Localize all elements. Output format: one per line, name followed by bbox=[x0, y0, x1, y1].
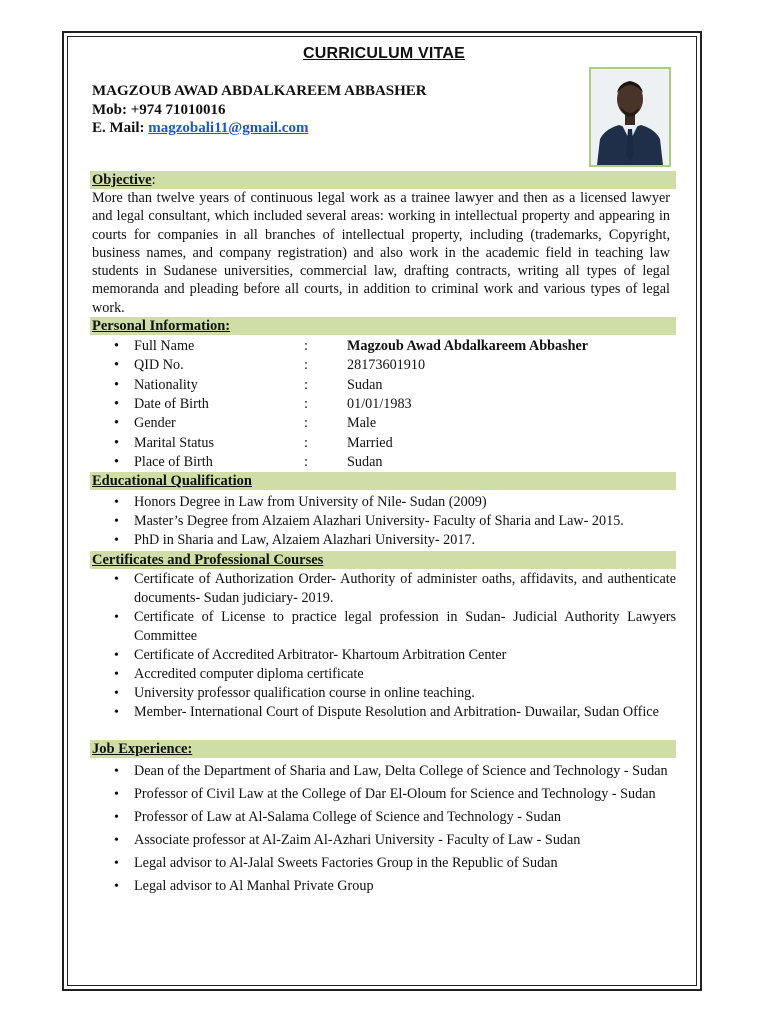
education-heading: Educational Qualification bbox=[92, 473, 252, 489]
personal-info-value: Magzoub Awad Abdalkareem Abbasher bbox=[347, 338, 589, 354]
personal-info-row bbox=[92, 337, 676, 356]
job-experience-heading: Job Experience: bbox=[92, 741, 193, 757]
personal-info-row bbox=[92, 414, 676, 433]
list-item: • PhD in Sharia and Law, Alzaiem Alazhari University- 2017. bbox=[92, 531, 676, 550]
education-list bbox=[92, 493, 676, 550]
bullet-icon: • bbox=[114, 338, 119, 354]
objective-text: More than twelve years of continuous legal work as a trainee lawyer and then as a licensed lawyer and legal consultant, which included several areas: working in intellectual property and appearing in courts for companies in all branches of intellectual property, including (trademarks, Copyright, business names, and company registration) and also work in the academic field in teaching law students in Sudanese universities, commercial law, drafting contracts, writing all types of legal memoranda and pleading before all courts, in addition to criminal work and various types of legal work. bbox=[92, 190, 670, 316]
personal-info-colon: : bbox=[304, 434, 308, 451]
personal-info-colon: : bbox=[304, 415, 308, 432]
objective-heading: Objective bbox=[92, 172, 152, 188]
personal-info-colon: : bbox=[304, 395, 308, 412]
personal-info-value: Sudan bbox=[347, 453, 383, 470]
personal-info-key: Full Name bbox=[134, 338, 195, 354]
personal-info-key: Gender bbox=[134, 415, 176, 432]
personal-info-value: Sudan bbox=[347, 376, 383, 393]
list-item: • Professor of Law at Al-Salama College of Science and Technology - Sudan bbox=[92, 808, 676, 827]
mobile-label: Mob: bbox=[92, 101, 127, 118]
portrait-image bbox=[591, 69, 669, 165]
personal-info-key: Date of Birth bbox=[134, 395, 209, 412]
list-item: • Certificate of Accredited Arbitrator- Khartoum Arbitration Center bbox=[92, 646, 676, 665]
email-link[interactable]: magzobali11@gmail.com bbox=[148, 120, 309, 136]
list-item: • Professor of Civil Law at the College of Dar El-Oloum for Science and Technology - Sudan bbox=[92, 785, 676, 804]
personal-info-key: Marital Status bbox=[134, 434, 214, 451]
personal-info-colon: : bbox=[304, 357, 308, 374]
personal-info-value: Male bbox=[347, 415, 377, 432]
applicant-name: MAGZOUB AWAD ABDALKAREEM ABBASHER bbox=[92, 83, 427, 99]
personal-info-value: 01/01/1983 bbox=[347, 395, 412, 412]
email-label: E. Mail: bbox=[92, 120, 145, 136]
personal-info-heading: Personal Information: bbox=[92, 318, 231, 334]
list-item: • Certificate of License to practice legal profession in Sudan- Judicial Authority Lawyers Committee bbox=[92, 608, 676, 646]
list-item: • University professor qualification course in online teaching. bbox=[92, 684, 676, 703]
personal-info-row bbox=[92, 395, 676, 414]
mobile-line bbox=[92, 101, 427, 120]
certificates-heading: Certificates and Professional Courses bbox=[92, 552, 324, 568]
contact-block bbox=[92, 82, 427, 138]
personal-info-key: Place of Birth bbox=[134, 453, 213, 470]
personal-info-row bbox=[92, 453, 676, 472]
personal-info-colon: : bbox=[304, 453, 308, 470]
certificates-list bbox=[92, 570, 676, 722]
list-item: • Associate professor at Al-Zaim Al-Azhari University - Faculty of Law - Sudan bbox=[92, 831, 676, 850]
personal-info-colon: : bbox=[304, 376, 308, 393]
list-item: • Member- International Court of Dispute Resolution and Arbitration- Duwailar, Sudan Office bbox=[92, 703, 676, 722]
objective-header bbox=[90, 171, 676, 189]
bullet-icon: • bbox=[114, 453, 119, 470]
personal-info-value: Married bbox=[347, 434, 393, 451]
mobile-value: +974 71010016 bbox=[130, 101, 226, 118]
bullet-icon: • bbox=[114, 415, 119, 432]
bullet-icon: • bbox=[114, 376, 119, 393]
personal-info-colon: : bbox=[304, 338, 308, 354]
list-item: • Certificate of Authorization Order- Authority of administer oaths, affidavits, and authenticate documents- Sudan judiciary- 2019. bbox=[92, 570, 676, 608]
certificates-header bbox=[90, 551, 676, 569]
email-line bbox=[92, 119, 427, 138]
personal-info-row bbox=[92, 356, 676, 375]
personal-info-row bbox=[92, 376, 676, 395]
list-item: • Honors Degree in Law from University of Nile- Sudan (2009) bbox=[92, 493, 676, 512]
bullet-icon: • bbox=[114, 395, 119, 412]
bullet-icon: • bbox=[114, 434, 119, 451]
education-header bbox=[90, 472, 676, 490]
personal-info-row bbox=[92, 434, 676, 453]
objective-colon: : bbox=[151, 172, 156, 188]
bullet-icon: • bbox=[114, 357, 119, 374]
profile-photo bbox=[589, 67, 671, 167]
job-experience-header bbox=[90, 740, 676, 758]
list-item: • Dean of the Department of Sharia and Law, Delta College of Science and Technology - Sudan bbox=[92, 762, 676, 781]
document-title: CURRICULUM VITAE bbox=[302, 45, 465, 62]
list-item: • Accredited computer diploma certificate bbox=[92, 665, 676, 684]
personal-info-value: 28173601910 bbox=[347, 357, 426, 374]
personal-info-header bbox=[90, 317, 676, 335]
personal-info-key: QID No. bbox=[134, 357, 184, 374]
list-item: • Legal advisor to Al-Jalal Sweets Factories Group in the Republic of Sudan bbox=[92, 854, 676, 873]
list-item: • Master’s Degree from Alzaiem Alazhari University- Faculty of Sharia and Law- 2015. bbox=[92, 512, 676, 531]
list-item: • Legal advisor to Al Manhal Private Group bbox=[92, 877, 676, 896]
personal-info-key: Nationality bbox=[134, 376, 198, 393]
job-experience-list bbox=[92, 762, 676, 900]
